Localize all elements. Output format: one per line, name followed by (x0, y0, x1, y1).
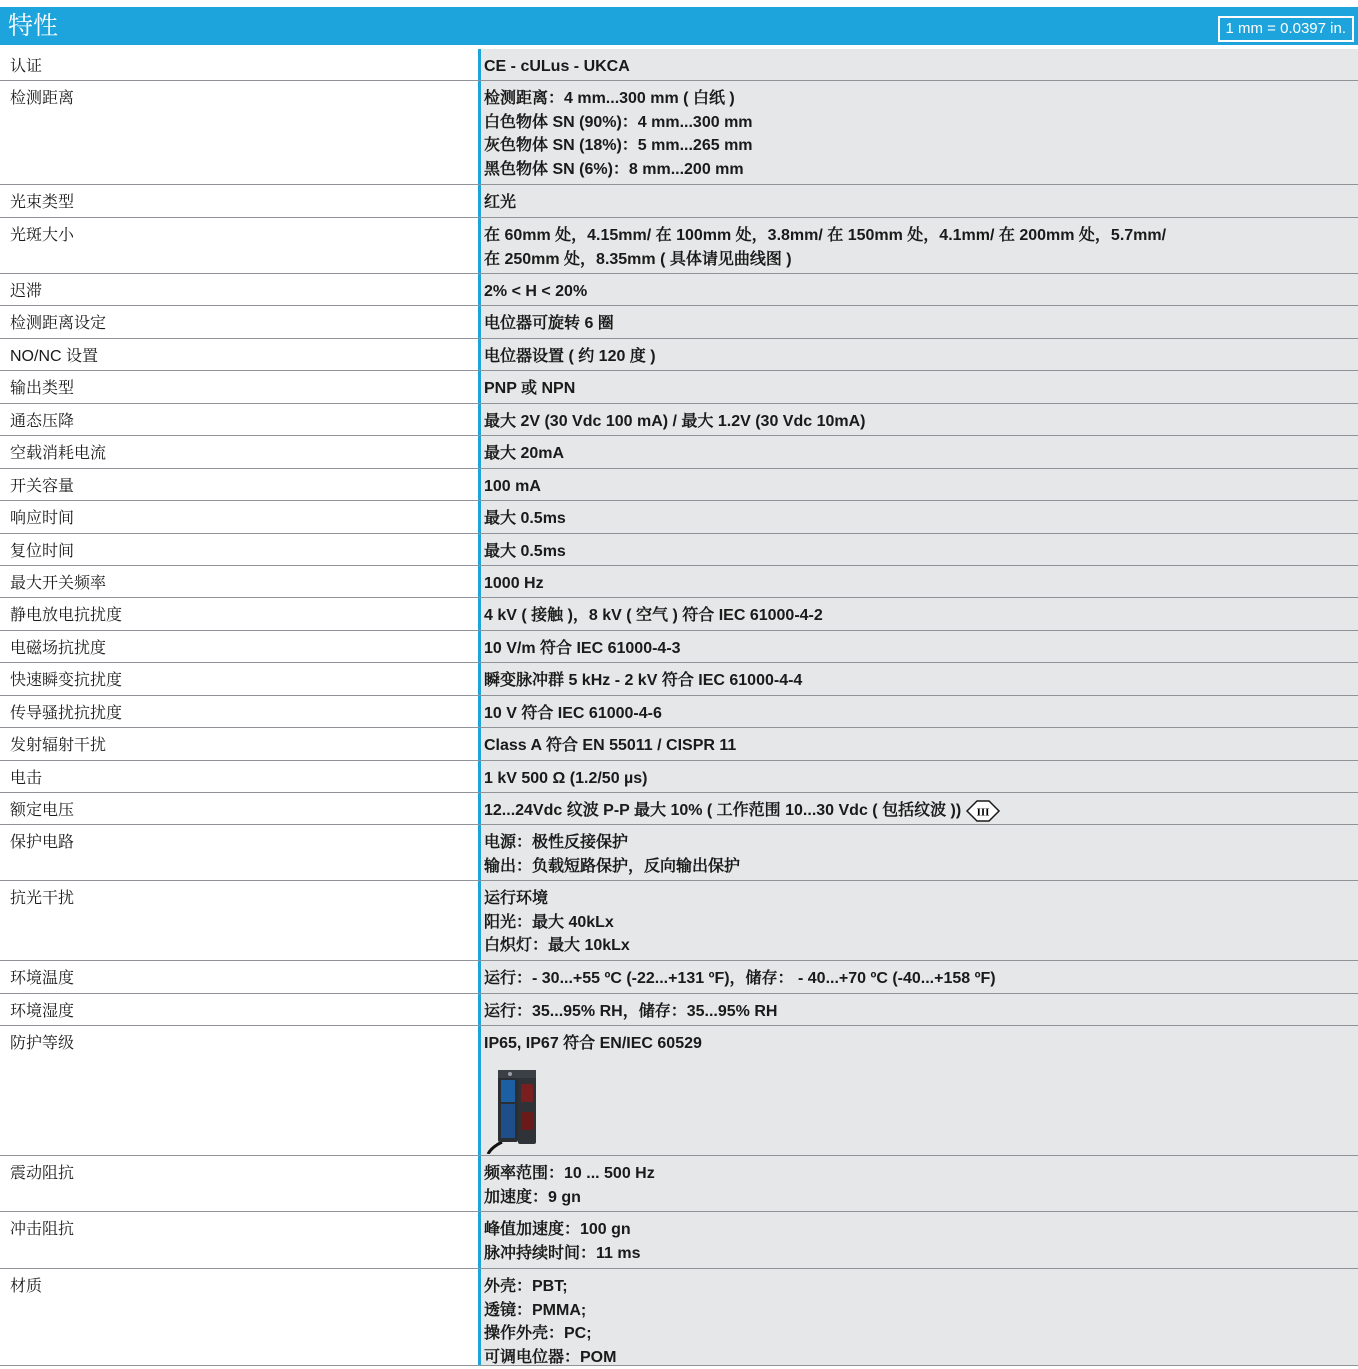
spec-value-line (484, 669, 1355, 693)
spec-value (478, 793, 1358, 824)
spec-value (478, 598, 1358, 630)
spec-label: 静电放电抗扰度 (0, 598, 478, 630)
spec-label: 材质 (0, 1269, 478, 1365)
spec-row (0, 469, 1358, 501)
spec-value (478, 218, 1358, 273)
spec-value-text: 4 kV ( 接触 )，8 kV ( 空气 ) 符合 IEC 61000-4-2 (484, 607, 823, 624)
spec-value-line (484, 1000, 1355, 1024)
spec-label: 迟滞 (0, 274, 478, 305)
unit-conversion-badge: 1 mm = 0.0397 in. (1218, 16, 1354, 42)
spec-value (478, 994, 1358, 1025)
spec-label: 额定电压 (0, 793, 478, 824)
spec-row (0, 371, 1358, 404)
spec-value-text: 在 250mm 处，8.35mm ( 具体请见曲线图 ) (484, 251, 792, 268)
spec-value-line (484, 442, 1355, 466)
spec-value-line (484, 572, 1355, 596)
spec-row (0, 185, 1358, 218)
spec-value-line (484, 831, 1355, 855)
spec-value-line (484, 799, 1355, 823)
spec-label: 光束类型 (0, 185, 478, 217)
spec-value-text: 100 mA (484, 478, 541, 495)
spec-value-line (484, 87, 1355, 111)
spec-row (0, 696, 1358, 728)
spec-row (0, 534, 1358, 566)
spec-value (478, 1269, 1358, 1365)
spec-value-text: 电位器可旋转 6 圈 (484, 315, 614, 332)
spec-row (0, 501, 1358, 534)
spec-row (0, 274, 1358, 306)
spec-value (478, 49, 1358, 80)
spec-value (478, 306, 1358, 338)
spec-value-text: 运行：35...95% RH，储存：35...95% RH (484, 1003, 777, 1020)
spec-value-line (484, 111, 1355, 135)
spec-value (478, 761, 1358, 792)
spec-value (478, 881, 1358, 960)
spec-label: 检测距离设定 (0, 306, 478, 338)
spec-value-line (484, 224, 1355, 248)
spec-value (478, 534, 1358, 565)
spec-value (478, 501, 1358, 533)
spec-label: 环境湿度 (0, 994, 478, 1025)
section-title: 特性 (8, 10, 58, 42)
spec-row (0, 1269, 1358, 1366)
spec-row (0, 961, 1358, 994)
spec-value-text: 可调电位器：POM (484, 1349, 616, 1366)
spec-row (0, 339, 1358, 371)
spec-value-text: 12...24Vdc 纹波 P-P 最大 10% ( 工作范围 10...30 Vdc ( 包括纹波 )) (484, 802, 961, 819)
spec-value (478, 404, 1358, 435)
spec-value-line (484, 855, 1355, 879)
spec-label: 防护等级 (0, 1026, 478, 1155)
spec-value-line (484, 540, 1355, 564)
spec-label: 最大开关频率 (0, 566, 478, 597)
spec-value-line (484, 377, 1355, 401)
spec-value-line (484, 248, 1355, 272)
spec-row (0, 761, 1358, 793)
spec-value (478, 663, 1358, 695)
spec-label: 冲击阻抗 (0, 1212, 478, 1268)
spec-value-text: 10 V 符合 IEC 61000-4-6 (484, 705, 662, 722)
spec-value (478, 631, 1358, 662)
spec-label: 复位时间 (0, 534, 478, 565)
spec-row (0, 49, 1358, 81)
spec-value-line (484, 312, 1355, 336)
spec-label: 检测距离 (0, 81, 478, 184)
spec-value-line (484, 345, 1355, 369)
spec-value (478, 825, 1358, 880)
spec-value-line (484, 280, 1355, 304)
spec-value-line (484, 1162, 1355, 1186)
spec-label: 光斑大小 (0, 218, 478, 273)
spec-value-line (484, 734, 1355, 758)
spec-value-line (484, 55, 1355, 79)
spec-value-line (484, 604, 1355, 628)
spec-value-line (484, 1299, 1355, 1323)
spec-value-line (484, 887, 1355, 911)
spec-value-text: 电源：极性反接保护 (484, 834, 628, 851)
spec-value-line (484, 410, 1355, 434)
spec-label: 响应时间 (0, 501, 478, 533)
spec-value-line (484, 1218, 1355, 1242)
spec-label: 输出类型 (0, 371, 478, 403)
spec-row (0, 663, 1358, 696)
spec-label: 空载消耗电流 (0, 436, 478, 468)
spec-value (478, 1026, 1358, 1155)
spec-value-text: 白色物体 SN (90%)：4 mm...300 mm (484, 114, 753, 131)
spec-value-line (484, 1322, 1355, 1346)
spec-value-line (484, 1242, 1355, 1266)
spec-value-text: 外壳：PBT; (484, 1278, 568, 1295)
spec-label: 快速瞬变抗扰度 (0, 663, 478, 695)
spec-value-text: 电位器设置 ( 约 120 度 ) (484, 348, 656, 365)
spec-label: 保护电路 (0, 825, 478, 880)
spec-value-text: 2% < H < 20% (484, 283, 587, 300)
section-header (0, 7, 1358, 45)
spec-value (478, 371, 1358, 403)
spec-value-text: 输出：负载短路保护，反向输出保护 (484, 858, 740, 875)
spec-label: 通态压降 (0, 404, 478, 435)
spec-value (478, 1212, 1358, 1268)
spec-value-text: 最大 2V (30 Vdc 100 mA) / 最大 1.2V (30 Vdc 10mA) (484, 413, 865, 430)
spec-value-line (484, 1032, 1355, 1056)
spec-value-text: 最大 20mA (484, 445, 564, 462)
spec-value (478, 728, 1358, 760)
spec-row (0, 404, 1358, 436)
specifications-table (0, 49, 1358, 1366)
spec-row (0, 1212, 1358, 1269)
spec-row (0, 218, 1358, 274)
spec-row (0, 631, 1358, 663)
spec-value-text: 1 kV 500 Ω (1.2/50 µs) (484, 770, 647, 787)
spec-row (0, 81, 1358, 185)
spec-value-text: 红光 (484, 194, 516, 211)
spec-value-text: 运行环境 (484, 890, 548, 907)
spec-value (478, 339, 1358, 370)
spec-value (478, 274, 1358, 305)
spec-value-line (484, 637, 1355, 661)
spec-value-text: 瞬变脉冲群 5 kHz - 2 kV 符合 IEC 61000-4-4 (484, 672, 802, 689)
spec-row (0, 825, 1358, 881)
spec-value-line (484, 911, 1355, 935)
spec-value (478, 81, 1358, 184)
spec-value-line (484, 934, 1355, 958)
spec-value-text: 在 60mm 处，4.15mm/ 在 100mm 处，3.8mm/ 在 150mm 处，4.1mm/ 在 200mm 处，5.7mm/ (484, 227, 1166, 244)
spec-label: 发射辐射干扰 (0, 728, 478, 760)
spec-value-text: PNP 或 NPN (484, 380, 575, 397)
spec-row (0, 598, 1358, 631)
spec-value (478, 961, 1358, 993)
spec-row (0, 793, 1358, 825)
spec-value-text: 操作外壳：PC; (484, 1325, 592, 1342)
spec-value (478, 469, 1358, 500)
spec-value-text: CE - cULus - UKCA (484, 58, 630, 75)
protection-class-label: III (977, 807, 990, 819)
spec-label: 电击 (0, 761, 478, 792)
spec-value (478, 185, 1358, 217)
spec-value-text: IP65, IP67 符合 EN/IEC 60529 (484, 1035, 702, 1052)
spec-value-text: 脉冲持续时间：11 ms (484, 1245, 641, 1262)
spec-label: 开关容量 (0, 469, 478, 500)
spec-label: 环境温度 (0, 961, 478, 993)
spec-value-text: 10 V/m 符合 IEC 61000-4-3 (484, 640, 681, 657)
spec-value-line (484, 767, 1355, 791)
spec-value-text: 黑色物体 SN (6%)：8 mm...200 mm (484, 161, 744, 178)
spec-value-line (484, 158, 1355, 182)
spec-value-line (484, 702, 1355, 726)
spec-value-line (484, 1346, 1355, 1369)
spec-label: 震动阻抗 (0, 1156, 478, 1211)
spec-value-text: 频率范围：10 ... 500 Hz (484, 1165, 655, 1182)
protection-class-iii-icon (965, 799, 1001, 823)
spec-value-text: 峰值加速度：100 gn (484, 1221, 631, 1238)
spec-value (478, 696, 1358, 727)
spec-value-line (484, 191, 1355, 215)
spec-label: 传导骚扰抗扰度 (0, 696, 478, 727)
spec-value-line (484, 967, 1355, 991)
spec-value-text: 阳光：最大 40kLx (484, 914, 614, 931)
spec-row (0, 1026, 1358, 1156)
spec-value-text: 白炽灯：最大 10kLx (484, 937, 630, 954)
spec-value-line (484, 507, 1355, 531)
spec-value-line (484, 134, 1355, 158)
spec-label: 电磁场抗扰度 (0, 631, 478, 662)
spec-label: NO/NC 设置 (0, 339, 478, 370)
spec-label: 抗光干扰 (0, 881, 478, 960)
spec-value-text: 加速度：9 gn (484, 1189, 581, 1206)
sensor-product-image (480, 1066, 540, 1154)
spec-value-line (484, 475, 1355, 499)
spec-row (0, 306, 1358, 339)
spec-value-text: 最大 0.5ms (484, 543, 566, 560)
spec-value-text: 灰色物体 SN (18%)：5 mm...265 mm (484, 137, 753, 154)
spec-value (478, 566, 1358, 597)
spec-value-text: Class A 符合 EN 55011 / CISPR 11 (484, 737, 736, 754)
spec-value-text: 最大 0.5ms (484, 510, 566, 527)
spec-value-line (484, 1275, 1355, 1299)
spec-value (478, 436, 1358, 468)
spec-row (0, 994, 1358, 1026)
spec-row (0, 728, 1358, 761)
spec-row (0, 881, 1358, 961)
spec-value-text: 透镜：PMMA; (484, 1302, 586, 1319)
spec-value-text: 运行：- 30...+55 ºC (-22...+131 ºF)，储存： - 40...+70 ºC (-40...+158 ºF) (484, 970, 996, 987)
spec-row (0, 1156, 1358, 1212)
spec-value (478, 1156, 1358, 1211)
spec-value-text: 检测距离：4 mm...300 mm ( 白纸 ) (484, 90, 735, 107)
spec-value-text: 1000 Hz (484, 575, 544, 592)
spec-value-line (484, 1186, 1355, 1210)
spec-row (0, 566, 1358, 598)
spec-row (0, 436, 1358, 469)
spec-label: 认证 (0, 49, 478, 80)
